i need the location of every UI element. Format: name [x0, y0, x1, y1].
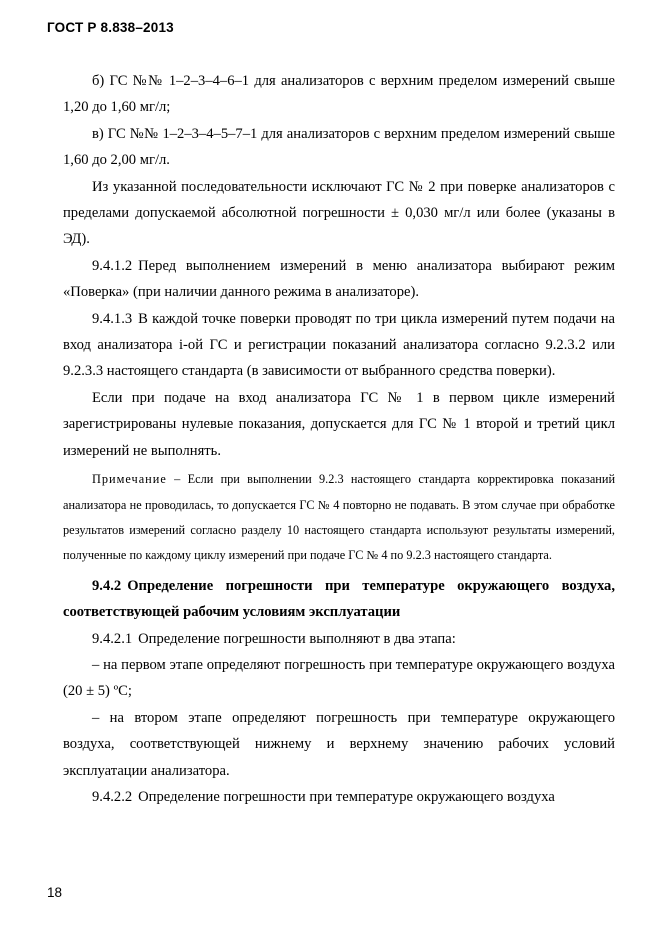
clause-text: В каждой точке поверки проводят по три цикла измерений путем подачи на вход анализатора i-ой ГС и регистрации показаний анализатора согласно 9.2.3.2 или 9.2.3.3 настоящего стандарта (в зависимости от выбранного средства поверки). — [63, 310, 615, 380]
note-text: Если при выполнении 9.2.3 настоящего стандарта корректировка показаний анализатора не проводилась, то допускается ГС № 4 повторно не подавать. В этом случае при обработке результатов измерений согласно разделу 10 настоящего стандарта используют результаты измерений, полученные по каждому циклу измерений при подаче ГС № 4 по 9.2.3 настоящего стандарта. — [63, 472, 616, 563]
clause-number: 9.4.1.3 — [92, 310, 133, 327]
paragraph-item-v: в) ГС №№ 1–2–3–4–5–7–1 для анализаторов с верхним пределом измерений свыше 1,60 до 2,00 мг/л. — [63, 125, 615, 169]
paragraph-9-4-2-2 — [63, 784, 615, 810]
document-header: ГОСТ Р 8.838–2013 — [47, 20, 174, 35]
list-item-stage-1: – на первом этапе определяют погрешность при температуре окружающего воздуха (20 ± 5) ºС; — [63, 656, 615, 700]
paragraph-zero-readings: Если при подаче на вход анализатора ГС № 1 в первом цикле измерений зарегистрированы нулевые показания, допускается для ГС № 1 второй и третий цикл измерений не выполнять. — [63, 389, 615, 459]
page-content — [63, 68, 615, 810]
clause-number: 9.4.2.2 — [92, 788, 133, 805]
clause-number: 9.4.1.2 — [92, 257, 133, 274]
list-item-stage-2: – на втором этапе определяют погрешность при температуре окружающего воздуха, соответствующей нижнему и верхнему значению рабочих условий эксплуатации анализатора. — [63, 709, 615, 779]
clause-number: 9.4.2.1 — [92, 630, 133, 647]
section-heading-9-4-2 — [63, 573, 615, 626]
clause-text: Определение погрешности при температуре окружающего воздуха — [138, 788, 555, 805]
paragraph-item-b: б) ГС №№ 1–2–3–4–6–1 для анализаторов с верхним пределом измерений свыше 1,20 до 1,60 мг/л; — [63, 73, 615, 116]
note — [63, 467, 615, 569]
paragraph-exclusion: Из указанной последовательности исключают ГС № 2 при поверке анализаторов с пределами допускаемой абсолютной погрешности ± 0,030 мг/л или более (указаны в ЭД). — [63, 178, 615, 248]
page-number: 18 — [47, 885, 63, 900]
clause-text: Перед выполнением измерений в меню анализатора выбирают режим «Поверка» (при наличии данного режима в анализаторе). — [63, 257, 615, 301]
clause-text: Определение погрешности выполняют в два этапа: — [138, 630, 456, 647]
note-label: Примечание — [92, 472, 167, 487]
section-title: Определение погрешности при температуре окружающего воздуха, соответствующей рабочим условиям эксплуатации — [63, 577, 615, 621]
section-number: 9.4.2 — [92, 577, 122, 594]
paragraph-9-4-2-1 — [63, 626, 615, 652]
paragraph-9-4-1-3 — [63, 306, 615, 385]
paragraph-9-4-1-2 — [63, 253, 615, 306]
note-dash: – — [174, 472, 181, 487]
